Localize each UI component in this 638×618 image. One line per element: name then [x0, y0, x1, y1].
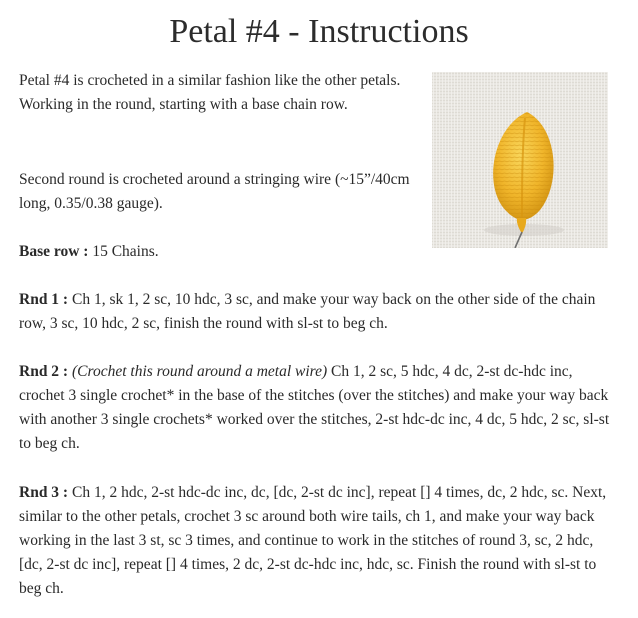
round-3-paragraph: [19, 481, 619, 601]
round-2-paragraph: [19, 360, 619, 456]
round-2-text: Ch 1, 2 sc, 5 hdc, 4 dc, 2-st dc-hdc inc, crochet 3 single crochet* in the base of the stitches (over the stitches) and make your way back with another 3 single crochets* worked over the stitches, 2-st hdc-dc inc, 4 dc, 5 hdc, 2 sc, sl-st to beg ch.: [19, 363, 610, 452]
crochet-petal-photo-icon: [432, 72, 608, 248]
base-row-label: Base row :: [19, 243, 89, 260]
round-2-label: Rnd 2 :: [19, 363, 69, 380]
second-round-paragraph: Second round is crocheted around a stringing wire (~15”/40cm long, 0.35/0.38 gauge).: [19, 171, 410, 212]
page-title: Petal #4 - Instructions: [169, 13, 469, 50]
base-row-text: 15 Chains.: [88, 243, 159, 260]
round-1-paragraph: [19, 288, 619, 336]
base-row-paragraph: [19, 240, 419, 264]
round-1-label: Rnd 1 :: [19, 291, 69, 308]
round-3-label: Rnd 3 :: [19, 484, 69, 501]
intro-paragraph: Petal #4 is crocheted in a similar fashion like the other petals. Working in the round, starting with a base chain row.: [19, 72, 401, 113]
petal-photo: [432, 72, 608, 248]
round-2-note: (Crochet this round around a metal wire): [68, 363, 328, 380]
round-1-text: Ch 1, sk 1, 2 sc, 10 hdc, 3 sc, and make your way back on the other side of the chain row, 3 sc, 10 hdc, 2 sc, finish the round with sl-st to beg ch.: [19, 291, 596, 332]
round-3-text: Ch 1, 2 hdc, 2-st hdc-dc inc, dc, [dc, 2-st dc inc], repeat [] 4 times, dc, 2 hdc, sc. Next, similar to the other petals, crochet 3 sc around both wire tails, ch 1, and make your way back working in the last 3 st, sc 3 times, and continue to work in the stitches of round 3, sc, 2 hdc, [dc, 2-st dc inc], repeat [] 4 times, 2 dc, 2-st dc-hdc inc, hdc, sc. Finish the round with sl-st to beg ch.: [19, 484, 607, 597]
